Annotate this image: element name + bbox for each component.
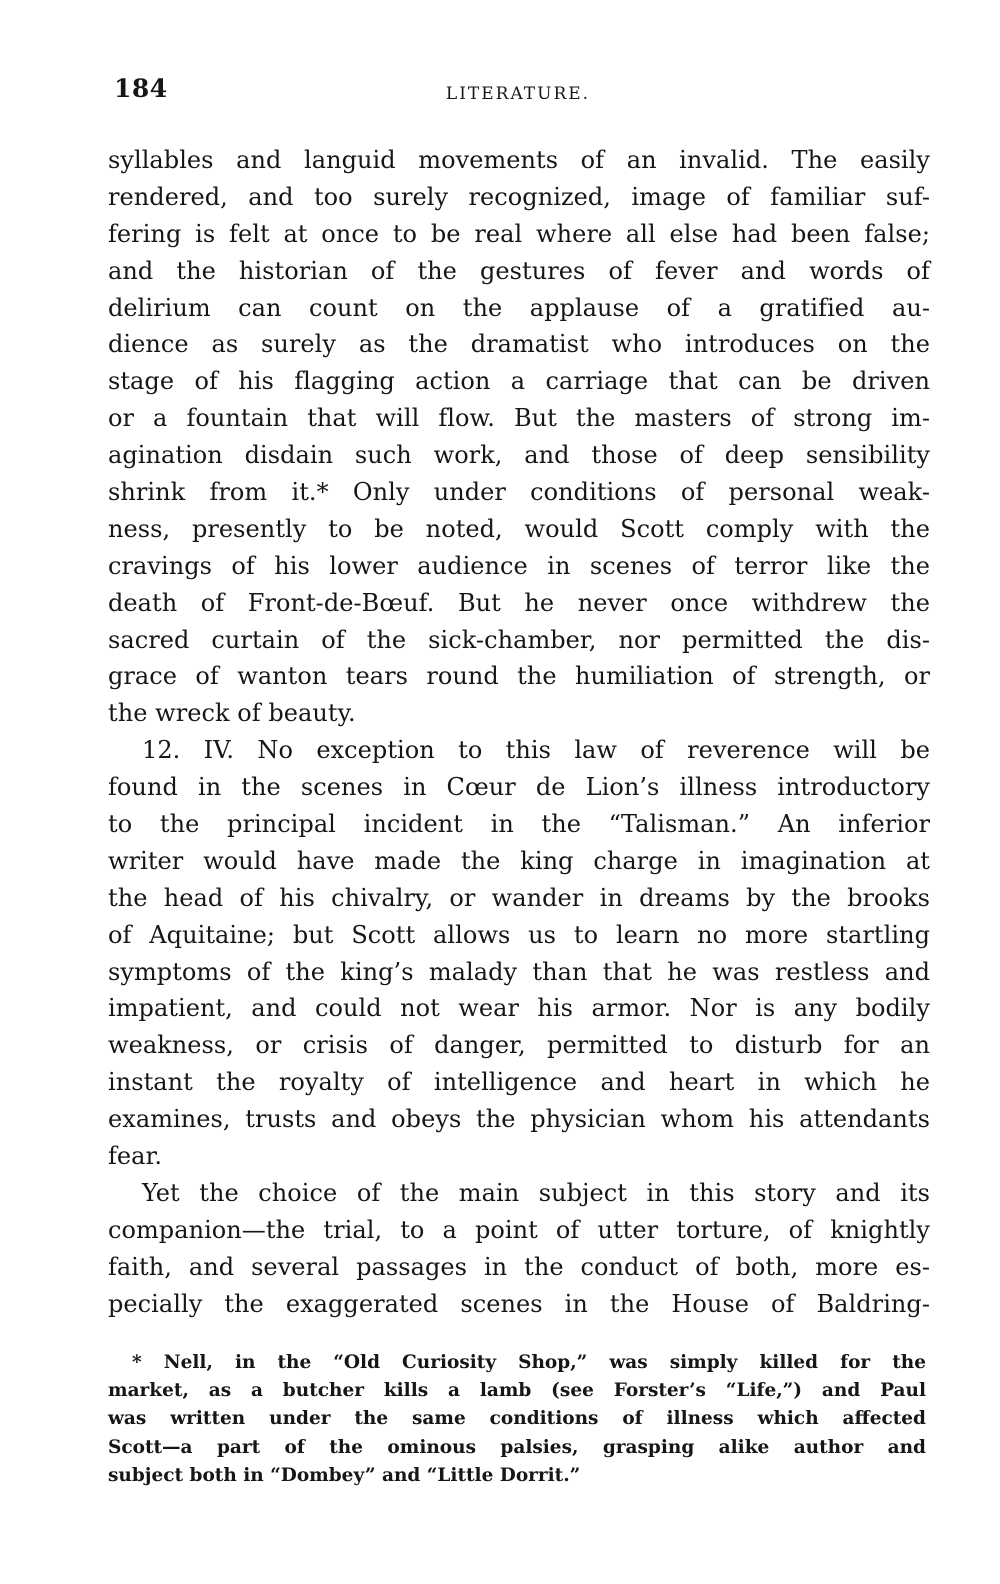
text-line: the head of his chivalry, or wander in dreams by the brooks	[108, 883, 930, 912]
running-title: LITERATURE.	[445, 84, 591, 104]
text-line: or a fountain that will flow. But the masters of strong im-	[108, 404, 930, 433]
text-line: agination disdain such work, and those of deep sensibility	[108, 441, 930, 470]
page-header	[108, 74, 928, 114]
text-line: rendered, and too surely recognized, image of familiar suf-	[108, 182, 930, 211]
text-line: the wreck of beauty.	[108, 699, 356, 728]
text-line: to the principal incident in the “Talisman.” An inferior	[108, 810, 930, 839]
text-line: 12. IV. No exception to this law of reverence will be	[142, 736, 930, 765]
text-line: writer would have made the king charge in imagination at	[108, 846, 930, 875]
text-line: examines, trusts and obeys the physician whom his attendants	[108, 1105, 930, 1134]
text-line: pecially the exaggerated scenes in the House of Baldring-	[108, 1289, 930, 1318]
footnote-line: subject both in “Dombey” and “Little Dorrit.”	[108, 1464, 581, 1486]
text-line: weakness, or crisis of danger, permitted to disturb for an	[108, 1031, 930, 1060]
text-line: dience as surely as the dramatist who introduces on the	[108, 330, 930, 359]
text-line: syllables and languid movements of an invalid. The easily	[108, 146, 930, 174]
text-line: ness, presently to be noted, would Scott comply with the	[108, 514, 930, 543]
text-line: stage of his flagging action a carriage that can be driven	[108, 367, 930, 396]
text-line: fear.	[108, 1142, 163, 1171]
text-line: cravings of his lower audience in scenes of terror like the	[108, 551, 930, 580]
text-line: symptoms of the king’s malady than that he was restless and	[108, 957, 930, 986]
text-line: and the historian of the gestures of fever and words of	[108, 256, 930, 285]
text-line: shrink from it.* Only under conditions of personal weak-	[108, 478, 930, 507]
text-line: found in the scenes in Cœur de Lion’s illness introductory	[108, 773, 930, 802]
page-number: 184	[114, 74, 168, 103]
footnote-line: market, as a butcher kills a lamb (see Forster’s “Life,”) and Paul	[108, 1380, 926, 1402]
text-line: impatient, and could not wear his armor. Nor is any bodily	[108, 994, 930, 1023]
footnote	[108, 1349, 926, 1490]
text-line: instant the royalty of intelligence and heart in which he	[108, 1068, 930, 1097]
text-line: of Aquitaine; but Scott allows us to learn no more startling	[108, 920, 930, 949]
text-line: companion—the trial, to a point of utter torture, of knightly	[108, 1215, 930, 1244]
text-line: faith, and several passages in the conduct of both, more es-	[108, 1252, 930, 1281]
footnote-line: * Nell, in the “Old Curiosity Shop,” was simply killed for the	[132, 1352, 926, 1373]
text-line: Yet the choice of the main subject in this story and its	[142, 1178, 930, 1207]
text-line: death of Front-de-Bœuf. But he never once withdrew the	[108, 588, 930, 617]
text-line: sacred curtain of the sick-chamber, nor permitted the dis-	[108, 625, 930, 654]
text-line: delirium can count on the applause of a gratified au-	[108, 293, 930, 322]
text-line: fering is felt at once to be real where all else had been false;	[108, 219, 930, 248]
footnote-line: Scott—a part of the ominous palsies, grasping alike author and	[108, 1436, 926, 1458]
body-text	[108, 142, 930, 1323]
footnote-line: was written under the same conditions of illness which affected	[108, 1408, 926, 1430]
text-line: grace of wanton tears round the humiliation of strength, or	[108, 662, 930, 691]
